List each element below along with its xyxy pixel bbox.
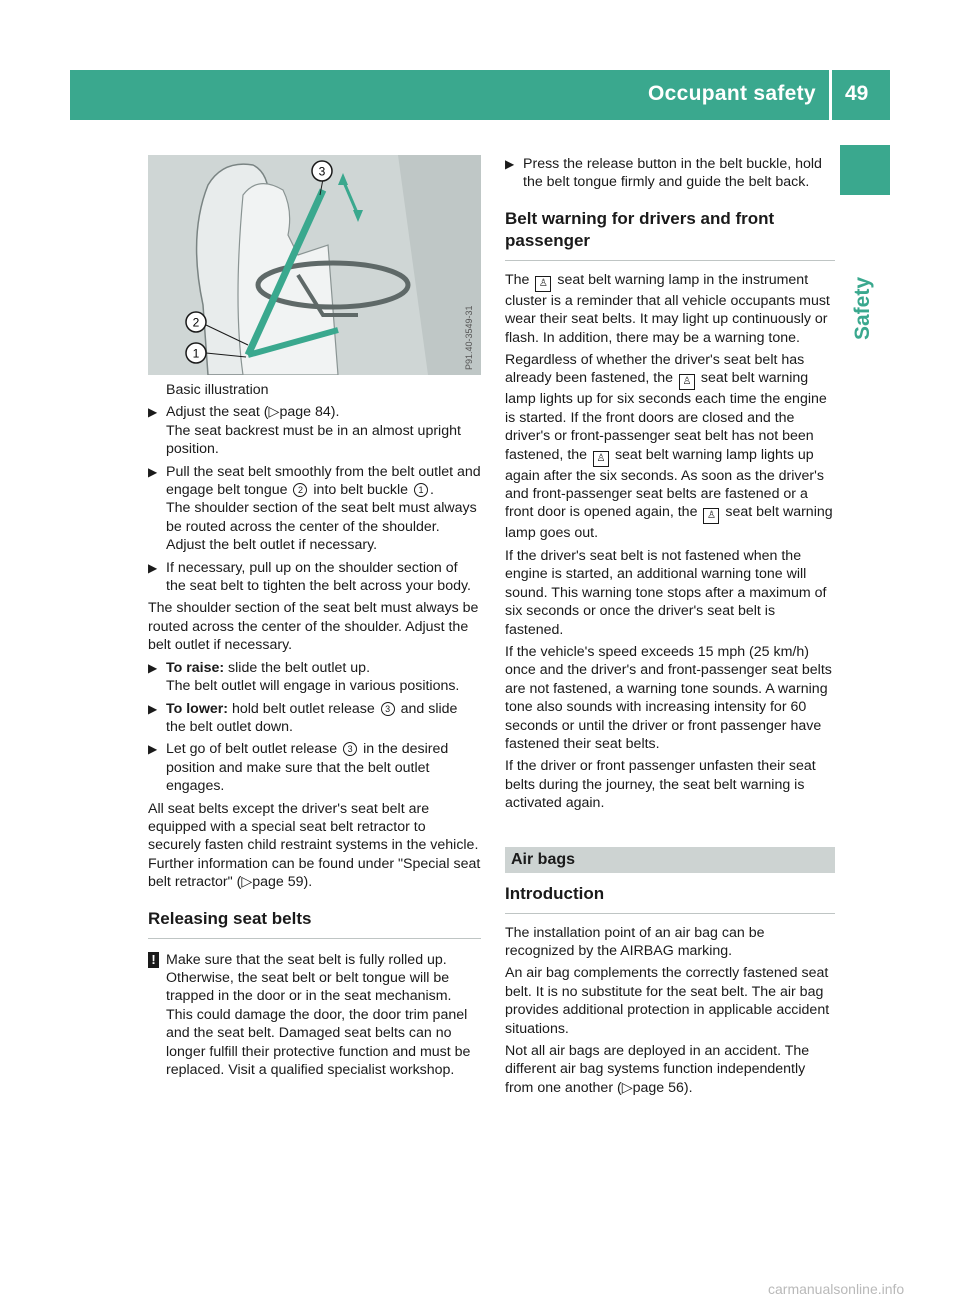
page-ref-link[interactable]: page 56). — [632, 1079, 693, 1096]
step-let-go: ▶ Let go of belt outlet release 3 in the desired position and make sure that the belt outlet engages. — [148, 741, 449, 795]
step-arrow-icon: ▶ — [148, 742, 158, 757]
header-divider — [829, 70, 832, 120]
left-column — [148, 155, 481, 1079]
figure-code: P91.40-3549-31 — [464, 305, 474, 370]
right-column — [505, 155, 835, 1097]
callout-ref-3: 3 — [381, 702, 395, 716]
watermark: carmanualsonline.info — [768, 1281, 905, 1297]
page-title: Occupant safety — [648, 82, 816, 105]
paragraph: The installation point of an air bag can be recognized by the AIRBAG marking. — [505, 924, 765, 959]
paragraph: The shoulder section of the seat belt must always be routed across the center of the shoulder. Adjust the belt outlet if necessary. — [148, 600, 479, 654]
step-press-release: ▶ Press the release button in the belt buckle, hold the belt tongue firmly and guide the belt back. — [505, 156, 822, 191]
paragraph: If the vehicle's speed exceeds 15 mph (25 km/h) once and the driver's and front-passenger seat belts are not fastened, a warning tone sounds. A warning tone also sounds with increasing intensity for 60 seconds or until the driver or front passenger have fastened their seat belts. — [505, 643, 832, 752]
step-adjust-seat: ▶ Adjust the seat (▷page 84). The seat backrest must be in an almost upright position. — [148, 404, 461, 458]
page-ref-icon: ▷ — [241, 874, 253, 891]
illustration-svg — [148, 155, 481, 375]
callout-ref-3: 3 — [343, 742, 357, 756]
step-arrow-icon: ▶ — [148, 405, 158, 420]
heading-introduction: Introduction — [505, 883, 835, 914]
callout-ref-1: 1 — [414, 483, 428, 497]
seat-belt-lamp-icon: ♙ — [593, 451, 609, 467]
page-ref-icon: ▷ — [621, 1079, 633, 1096]
callout-ref-2: 2 — [293, 483, 307, 497]
step-lower: ▶ To lower: hold belt outlet release 3 and slide the belt outlet down. — [148, 700, 458, 735]
paragraph: All seat belts except the driver's seat belt are equipped with a special seat belt retractor to securely fasten child restraint systems in the vehicle. Further information can be found under "Special seat belt retractor" (▷page 59). — [148, 800, 481, 891]
callout-1-label: 1 — [192, 346, 200, 361]
paragraph: An air bag complements the correctly fastened seat belt. It is no substitute for the seat belt. The air bag provides additional protection in applicable accident situations. — [505, 965, 830, 1037]
seat-belt-illustration — [148, 155, 481, 375]
step-arrow-icon: ▶ — [148, 464, 158, 479]
paragraph: The ♙ seat belt warning lamp in the instrument cluster is a reminder that all vehicle occupants must wear their seat belts. It may light up continuously or flash. In addition, there may be a warning tone. — [505, 271, 830, 346]
page-ref-icon: ▷ — [268, 404, 280, 421]
step-raise: ▶ To raise: slide the belt outlet up. The belt outlet will engage in various positions. — [148, 659, 460, 695]
seat-belt-lamp-icon: ♙ — [679, 374, 695, 390]
paragraph: If the driver or front passenger unfasten their seat belts during the journey, the seat belt warning is activated again. — [505, 758, 816, 812]
step-arrow-icon: ▶ — [148, 660, 158, 675]
step-arrow-icon: ▶ — [505, 157, 515, 171]
page-ref-link[interactable]: page 84). — [279, 404, 340, 421]
step-pull-belt: ▶ Pull the seat belt smoothly from the belt outlet and engage belt tongue 2 into belt buckle 1 . The shoulder section of the seat belt must always be routed across the center of the shoulder. Adjust the belt outlet if necessary. — [148, 463, 481, 554]
side-tab-label: Safety — [851, 276, 874, 340]
seat-belt-lamp-icon: ♙ — [535, 276, 551, 292]
step-tighten: ▶ If necessary, pull up on the shoulder section of the seat belt to tighten the belt across your body. — [148, 559, 471, 595]
page-ref-link[interactable]: page 59). — [252, 874, 313, 891]
warning-note: ! Make sure that the seat belt is fully rolled up. Otherwise, the seat belt or belt tongue will be trapped in the door or in the seat mechanism. This could damage the door, the door trim panel and the seat belt. Damaged seat belts can no longer fulfill their protective function and must be replaced. Visit a qualified specialist workshop. — [148, 951, 481, 1080]
seat-belt-lamp-icon: ♙ — [703, 508, 719, 524]
paragraph: If the driver's seat belt is not fastened when the engine is started, an additional warning tone will sound. This warning tone stops after a maximum of six seconds or once the driver's seat belt is fastened. — [505, 547, 827, 638]
warning-icon: ! — [148, 952, 159, 968]
section-band-air-bags: Air bags — [505, 847, 835, 873]
heading-releasing-seat-belts: Releasing seat belts — [148, 908, 481, 939]
step-arrow-icon: ▶ — [148, 560, 158, 575]
paragraph: Regardless of whether the driver's seat belt has already been fastened, the ♙ seat belt warning lamp lights up for six seconds each time the engine is started. If the front doors are closed and the driver's or front-passenger seat belt has not been fastened, the ♙ seat belt warning lamp lights up again after the six seconds. As soon as the driver's and front-passenger seat belts are fastened or a front door is opened again, the ♙ seat belt warning lamp goes out. — [505, 352, 833, 542]
step-arrow-icon: ▶ — [148, 701, 158, 716]
paragraph: Not all air bags are deployed in an accident. The different air bag systems function independently from one another (▷page 56). — [505, 1043, 810, 1096]
side-tab — [840, 145, 890, 195]
figure-caption: Basic illustration — [166, 382, 269, 398]
page-number: 49 — [845, 82, 869, 105]
callout-2-label: 2 — [192, 315, 200, 330]
heading-belt-warning: Belt warning for drivers and front passenger — [505, 208, 835, 261]
callout-3-label: 3 — [318, 164, 326, 179]
